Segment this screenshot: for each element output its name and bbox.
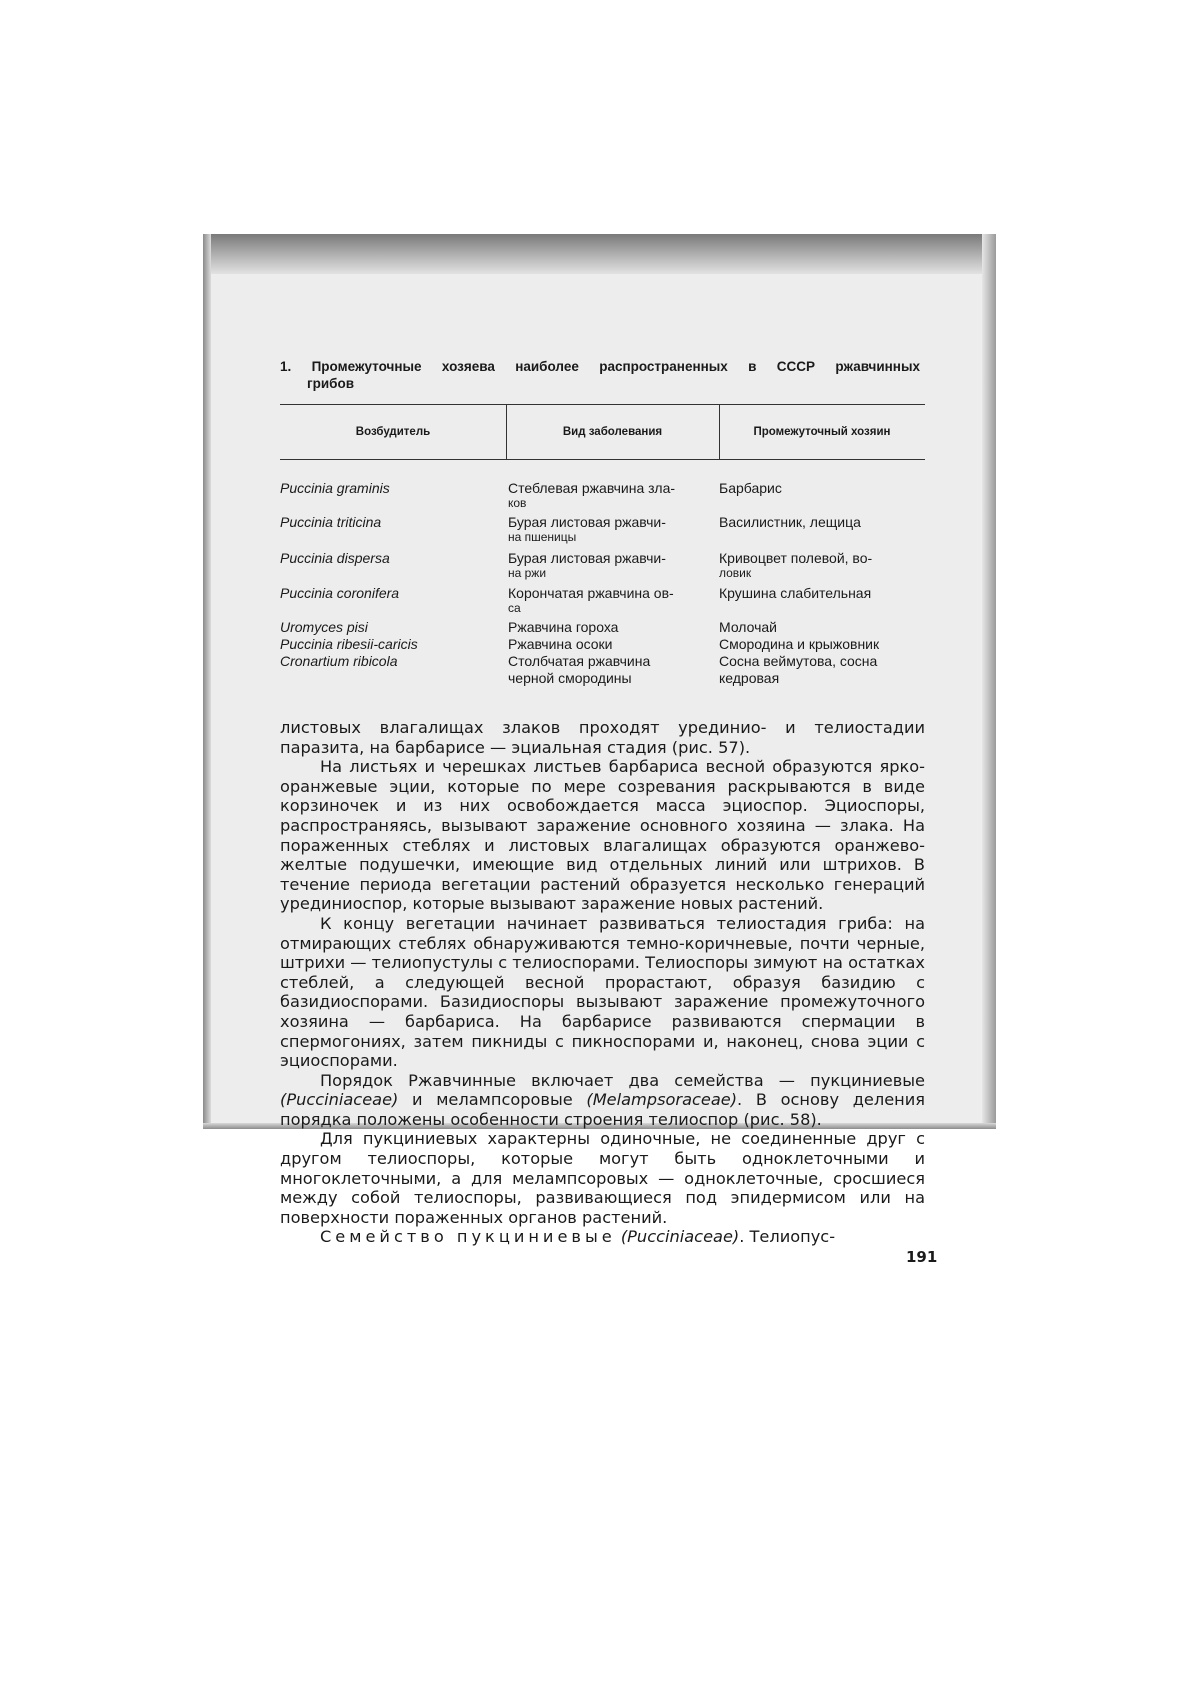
page-number: 191 (906, 1248, 938, 1266)
table-caption-cont: грибов (307, 376, 355, 391)
paragraph: На листьях и черешках листьев барбариса весной образуются ярко-оранжевые эции, которые по мере созревания раскрываются в виде корзиночек и из них освобождается масса эциоспор. Эциоспоры, распространяясь, вызывают заражение основного хозяина — злака. На пораженных стеблях и листовых влагалищах образуются оранжево-желтые подушечки, имеющие вид отдельных линий или штрихов. В течение периода вегетации растений образуется несколько генераций урединиоспор, которые вызывают заражение новых растений. (280, 757, 925, 914)
table-cell-disease: Столбчатая ржавчина черной смородины (508, 653, 651, 686)
table-cell-disease: Бурая листовая ржавчи- на пшеницы (508, 514, 666, 544)
paragraph: листовых влагалищах злаков проходят урединио- и телиостадии паразита, на барбарисе — эциальная стадия (рис. 57). (280, 718, 925, 757)
paragraph: Семейство пукциниевые (Pucciniaceae). Телиопус- (320, 1227, 836, 1247)
table-header-disease: Вид заболевания (562, 426, 663, 438)
table-cell-pathogen: Puccinia coronifera (280, 585, 400, 601)
table-cell-pathogen: Puccinia triticina (280, 514, 382, 530)
table-cell-pathogen: Uromyces pisi (280, 619, 368, 635)
table-header-rule (280, 459, 925, 460)
table-cell-disease: Бурая листовая ржавчи- на ржи (508, 550, 666, 580)
table-cell-disease: Ржавчина осоки (508, 636, 613, 652)
body-text (280, 718, 925, 1247)
scan-shadow-right (982, 234, 996, 1129)
paragraph: К концу вегетации начинает развиваться телиостадия гриба: на отмирающих стеблях обнаруживаются темно-коричневые, почти черные, штрихи — телиопустулы с телиоспорами. Телиоспоры зимуют на остатках стеблей, а следующей весной прорастают, образуя базидию с базидиоспорами. Базидиоспоры вызывают заражение промежуточного хозяина — барбариса. На барбарисе развиваются спермации в спермогониях, затем пикниды с пикноспорами и, наконец, снова эции с эциоспорами. (280, 913, 925, 1071)
table-caption: 1. Промежуточные хозяева наиболее распространенных в СССР ржавчинных (280, 359, 920, 374)
table-top-rule (280, 404, 925, 405)
table-cell-pathogen: Puccinia graminis (280, 480, 390, 496)
table-cell-pathogen: Puccinia ribesii-caricis (280, 636, 418, 652)
table-header-pathogen: Возбудитель (355, 426, 431, 438)
scan-shadow-left (203, 234, 211, 1129)
table-cell-host: Кривоцвет полевой, во- ловик (719, 550, 873, 580)
table-cell-pathogen: Cronartium ribicola (280, 653, 398, 669)
table-cell-disease: Стеблевая ржавчина зла- ков (508, 480, 676, 510)
table-cell-host: Крушина слабительная (719, 585, 872, 601)
table-cell-disease: Ржавчина гороха (508, 619, 619, 635)
scan-shadow-top (203, 234, 996, 274)
table-cell-disease: Корончатая ржавчина ов- са (508, 585, 674, 615)
table-cell-host: Смородина и крыжовник (719, 636, 880, 652)
table-header-host: Промежуточный хозяин (753, 426, 891, 438)
table-cell-host: Молочай (719, 619, 778, 635)
paragraph: Для пукциниевых характерны одиночные, не соединенные друг с другом телиоспоры, которые могут быть одноклеточными и многоклеточными, а для мелампсоровых — одноклеточные, сросшиеся между собой телиоспоры, развивающиеся под эпидермисом или на поверхности пораженных органов растений. (280, 1129, 925, 1227)
table-cell-host: Барбарис (719, 480, 782, 496)
table-cell-pathogen: Puccinia dispersa (280, 550, 390, 566)
paragraph: Порядок Ржавчинные включает два семейства — пукциниевые (Pucciniaceae) и мелампсоровые (Melampsoraceae). В основу деления порядка положены особенности строения телиоспор (рис. 58). (280, 1070, 925, 1129)
table-cell-host: Сосна веймутова, сосна кедровая (719, 653, 878, 686)
table-cell-host: Василистник, лещица (719, 514, 861, 530)
